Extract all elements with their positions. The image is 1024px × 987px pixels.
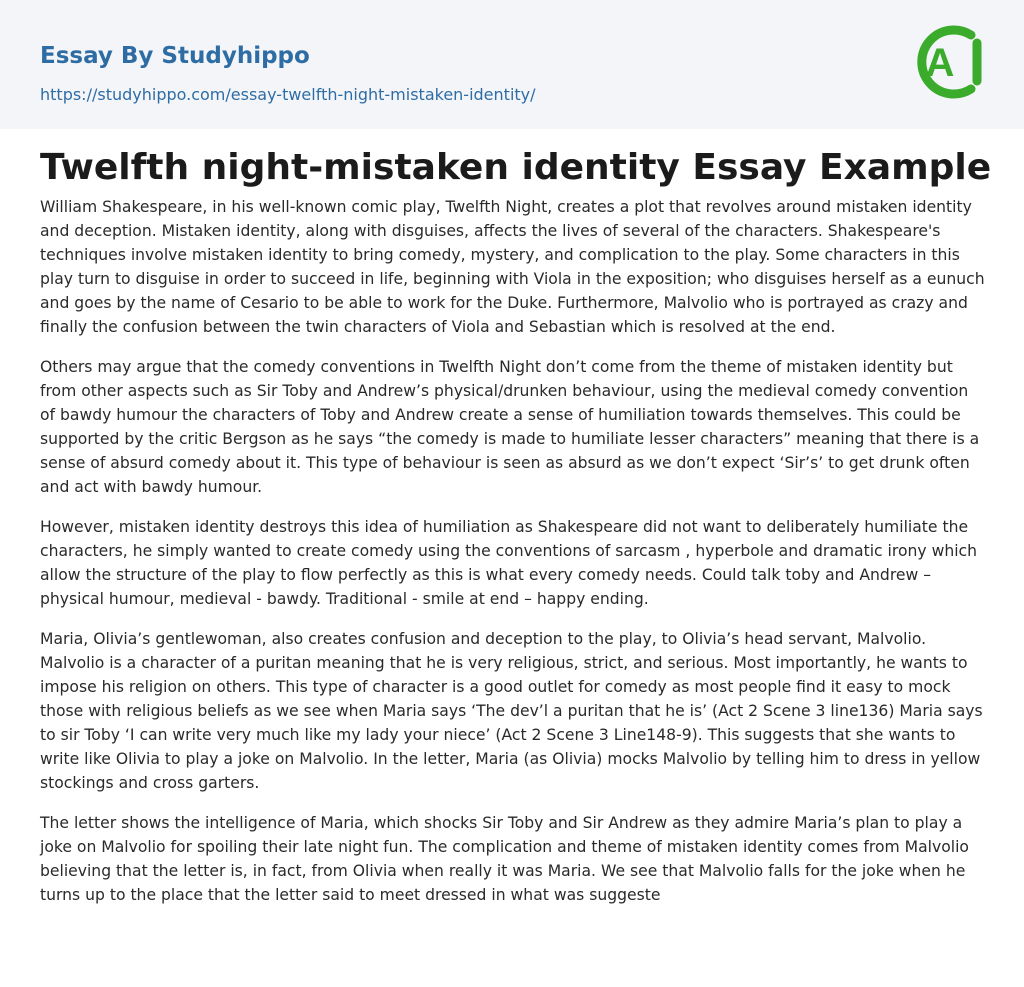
article-title: Twelfth night-mistaken identity Essay Example [40, 147, 992, 188]
logo-letter: A [925, 41, 955, 85]
article [40, 141, 992, 923]
page-url-link[interactable]: https://studyhippo.com/essay-twelfth-night-mistaken-identity/ [40, 85, 536, 104]
article-body [40, 195, 988, 907]
article-paragraph: Others may argue that the comedy conventions in Twelfth Night don’t come from the theme of mistaken identity but from other aspects such as Sir Toby and Andrew’s physical/drunken behaviour, using the medieval comedy convention of bawdy humour the characters of Toby and Andrew create a sense of humiliation towards themselves. This could be supported by the critic Bergson as he says “the comedy is made to humiliate lesser characters” meaning that there is a sense of absurd comedy about it. This type of behaviour is seen as absurd as we don’t expect ‘Sir’s’ to get drunk often and act with bawdy humour. [40, 358, 980, 496]
site-header [0, 0, 1024, 129]
site-brand[interactable]: Essay By Studyhippo [40, 43, 310, 69]
studyhippo-logo-icon[interactable] [913, 19, 987, 105]
article-paragraph: The letter shows the intelligence of Maria, which shocks Sir Toby and Sir Andrew as they admire Maria’s plan to play a joke on Malvolio for spoiling their late night fun. The complication and theme of mistaken identity comes from Malvolio believing that the letter is, in fact, from Olivia when really it was Maria. We see that Malvolio falls for the joke when he turns up to the place that the letter said to meet dressed in what was suggeste [40, 814, 969, 904]
article-paragraph: Maria, Olivia’s gentlewoman, also creates confusion and deception to the play, to Olivia’s head servant, Malvolio. Malvolio is a character of a puritan meaning that he is very religious, strict, and serious. Most importantly, he wants to impose his religion on others. This type of character is a good outlet for comedy as most people find it easy to mock those with religious beliefs as we see when Maria says ‘The dev’l a puritan that he is’ (Act 2 Scene 3 line136) Maria says to sir Toby ‘I can write very much like my lady your niece’ (Act 2 Scene 3 Line148-9). This suggests that she wants to write like Olivia to play a joke on Malvolio. In the letter, Maria (as Olivia) mocks Malvolio by telling him to dress in yellow stockings and cross garters. [40, 630, 983, 792]
article-paragraph: William Shakespeare, in his well-known comic play, Twelfth Night, creates a plot that revolves around mistaken identity and deception. Mistaken identity, along with disguises, affects the lives of several of the characters. Shakespeare's techniques involve mistaken identity to bring comedy, mystery, and complication to the play. Some characters in this play turn to disguise in order to succeed in life, beginning with Viola in the exposition; who disguises herself as a eunuch and goes by the name of Cesario to be able to work for the Duke. Furthermore, Malvolio who is portrayed as crazy and finally the confusion between the twin characters of Viola and Sebastian which is resolved at the end. [40, 198, 985, 336]
article-paragraph: However, mistaken identity destroys this idea of humiliation as Shakespeare did not want to deliberately humiliate the characters, he simply wanted to create comedy using the conventions of sarcasm , hyperbole and dramatic irony which allow the structure of the play to flow perfectly as this is what every comedy needs. Could talk toby and Andrew – physical humour, medieval - bawdy. Traditional - smile at end – happy ending. [40, 518, 977, 608]
